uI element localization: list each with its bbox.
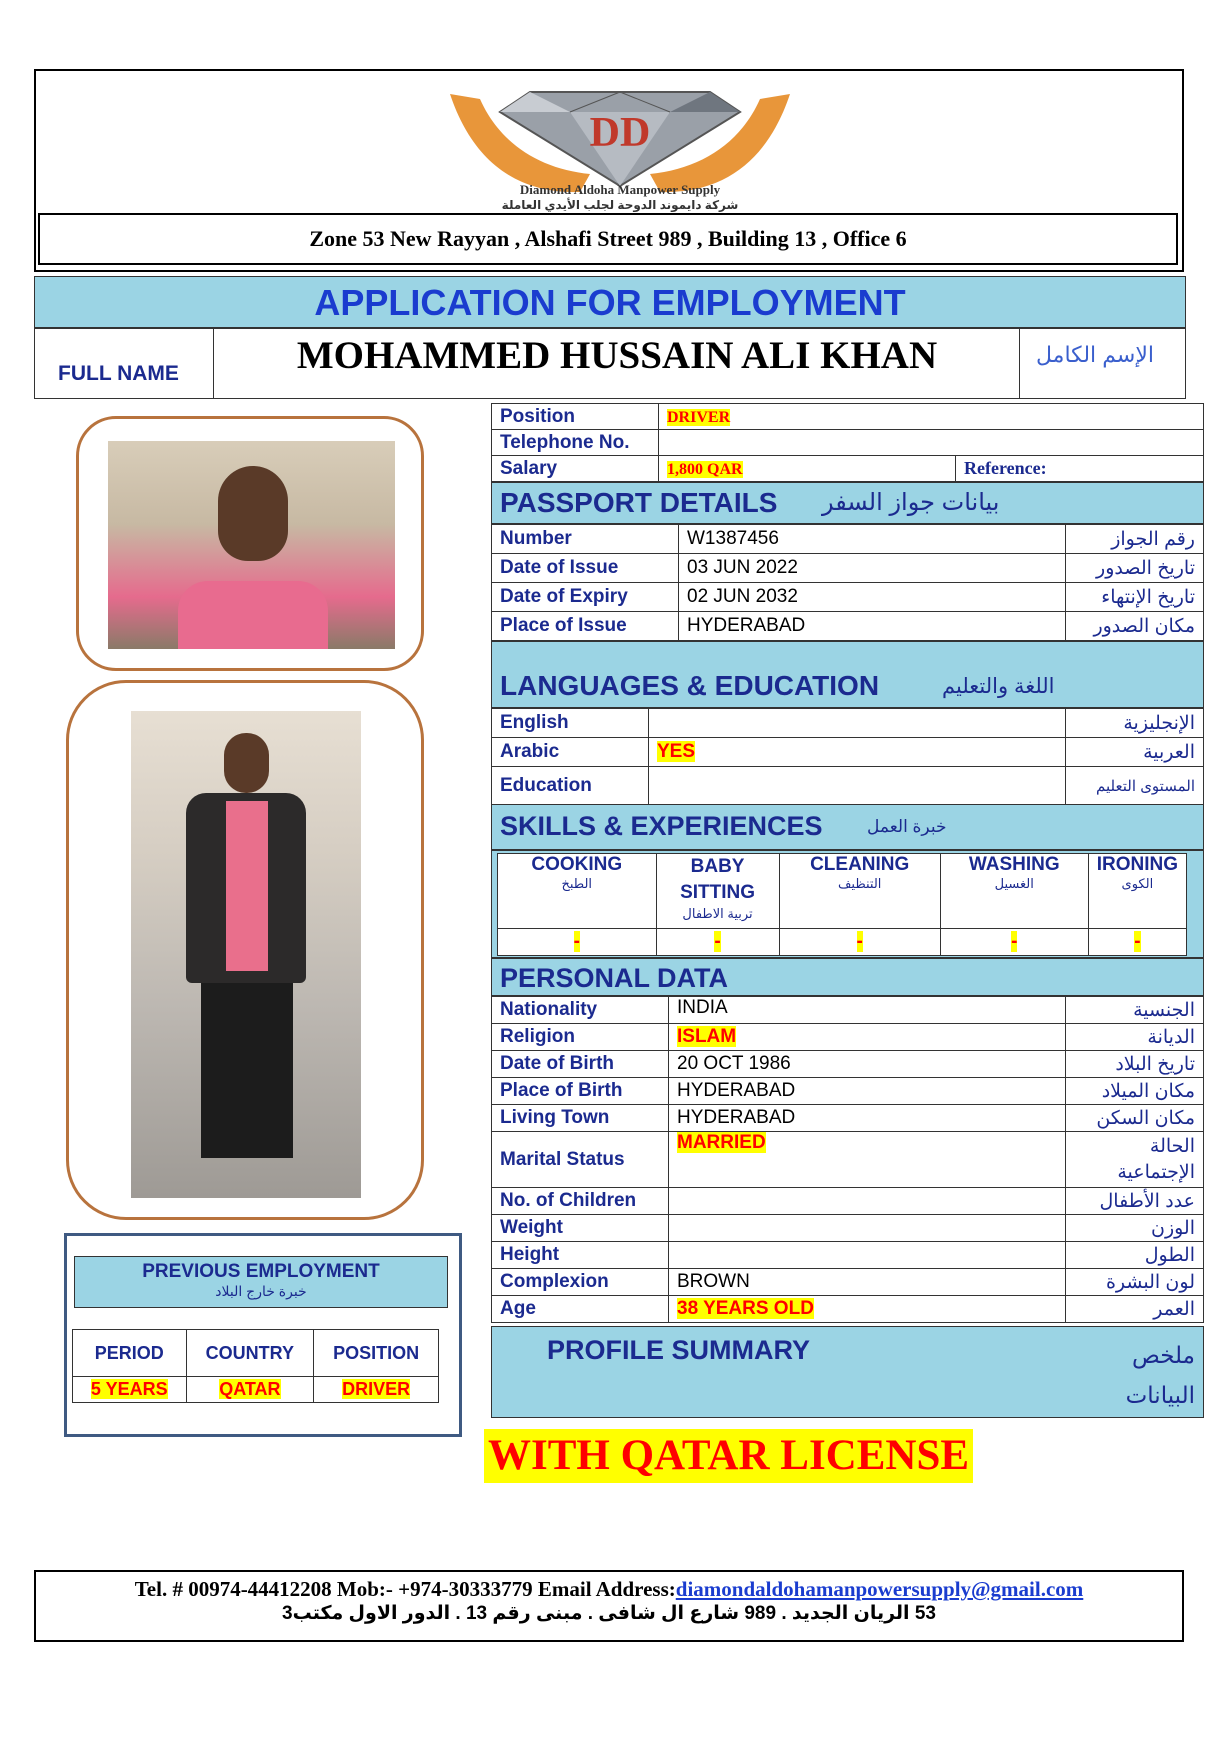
- skill-label-ar: الطبخ: [561, 876, 593, 891]
- body-shirt: [226, 801, 268, 971]
- personal-row-value: [669, 1188, 1066, 1215]
- profile-summary-heading-ar: ملخص البيانات: [1125, 1342, 1195, 1408]
- form-title: APPLICATION FOR EMPLOYMENT: [34, 276, 1186, 328]
- passport-row-value: HYDERABAD: [679, 612, 1066, 641]
- skills-table: [497, 853, 1187, 956]
- skill-value: -: [714, 931, 721, 952]
- language-row-value: YES: [657, 741, 696, 762]
- body-pants: [201, 983, 293, 1158]
- skill-label-ar: الكوى: [1121, 876, 1154, 891]
- passport-row-value: 02 JUN 2032: [679, 583, 1066, 612]
- skill-value-cell: [940, 929, 1088, 956]
- personal-heading: [491, 958, 1204, 996]
- personal-row-label-ar: الحالة الإجتماعية: [1066, 1132, 1204, 1188]
- prev-period: 5 YEARS: [90, 1379, 168, 1399]
- prev-period-cell: [73, 1377, 187, 1403]
- language-row-value: [649, 767, 1066, 805]
- personal-heading-en: PERSONAL DATA: [500, 963, 729, 993]
- passport-table: [491, 524, 1204, 641]
- license-note: WITH QATAR LICENSE: [484, 1429, 973, 1483]
- footer-address-ar: 53 الريان الجديد . 989 شارع ال شافى . مبنى رقم 13 . الدور الاول مكتب3: [282, 1603, 936, 1624]
- personal-row-label: No. of Children: [492, 1188, 669, 1215]
- passport-heading: [491, 482, 1204, 524]
- salary-value: 1,800 QAR: [667, 460, 743, 478]
- skill-cooking: [498, 854, 657, 929]
- language-row-label-ar: المستوى التعليم: [1066, 767, 1204, 805]
- passport-row: [492, 583, 1204, 612]
- personal-row: [492, 1269, 1204, 1296]
- personal-row-label-ar: مكان السكن: [1066, 1105, 1204, 1132]
- col-period: PERIOD: [73, 1330, 187, 1377]
- skills-heading-ar: خبرة العمل: [867, 817, 947, 836]
- previous-employment-header: [74, 1256, 448, 1308]
- personal-row: [492, 1132, 1204, 1188]
- languages-heading-ar: اللغة والتعليم: [942, 675, 1055, 698]
- personal-row: [492, 1024, 1204, 1051]
- passport-row-label: Date of Issue: [492, 554, 679, 583]
- personal-row-label-ar: الجنسية: [1066, 997, 1204, 1024]
- skill-value: -: [1134, 931, 1141, 952]
- personal-row-value: ISLAM: [677, 1026, 737, 1047]
- prev-position-cell: [314, 1377, 439, 1403]
- personal-row-label: Weight: [492, 1215, 669, 1242]
- personal-row-label: Complexion: [492, 1269, 669, 1296]
- skill-value-cell: [1088, 929, 1186, 956]
- personal-row-value-cell: [669, 1132, 1066, 1188]
- languages-heading-en: LANGUAGES & EDUCATION: [500, 670, 880, 701]
- personal-row-value: [669, 1242, 1066, 1269]
- previous-employment-title: PREVIOUS EMPLOYMENT: [142, 1261, 380, 1282]
- company-address: Zone 53 New Rayyan , Alshafi Street 989 , Building 13 , Office 6: [38, 213, 1178, 265]
- language-row-label-ar: الإنجليزية: [1066, 709, 1204, 738]
- personal-row-label: Marital Status: [492, 1132, 669, 1188]
- full-body-photo-frame: [66, 680, 424, 1220]
- personal-row: [492, 1215, 1204, 1242]
- position-label: Position: [492, 404, 659, 430]
- personal-row-label-ar: لون البشرة: [1066, 1269, 1204, 1296]
- personal-row-label: Nationality: [492, 997, 669, 1024]
- passport-row-label-ar: رقم الجواز: [1066, 525, 1204, 554]
- previous-employment-table: [72, 1329, 439, 1403]
- telephone-label: Telephone No.: [492, 430, 659, 456]
- personal-row: [492, 1242, 1204, 1269]
- personal-row-label-ar: تاريخ البلاد: [1066, 1051, 1204, 1078]
- job-info-table: [491, 403, 1204, 482]
- prev-country-cell: [186, 1377, 314, 1403]
- passport-heading-ar: بيانات جواز السفر: [822, 489, 1000, 516]
- skill-label-ar: تربية الاطفال: [682, 906, 753, 921]
- personal-row-label: Place of Birth: [492, 1078, 669, 1105]
- skill-cleaning: [779, 854, 940, 929]
- portrait-shirt: [178, 581, 328, 649]
- full-body-photo: [131, 711, 361, 1198]
- col-position: POSITION: [314, 1330, 439, 1377]
- skill-label: CLEANING: [810, 854, 910, 875]
- personal-row-value: [669, 1215, 1066, 1242]
- skill-value: -: [573, 931, 580, 952]
- passport-row: [492, 525, 1204, 554]
- personal-row-value: BROWN: [669, 1269, 1066, 1296]
- personal-row-label: Height: [492, 1242, 669, 1269]
- company-name-ar: شركة دايموند الدوحة لجلب الأيدي العاملة: [501, 198, 739, 212]
- languages-heading: [491, 641, 1204, 708]
- skill-label: BABY SITTING: [680, 856, 756, 903]
- personal-row-value-cell: [669, 1024, 1066, 1051]
- skill-label: COOKING: [531, 854, 623, 875]
- portrait-head: [218, 466, 288, 561]
- skill-washing: [940, 854, 1088, 929]
- skills-heading: [491, 804, 1204, 850]
- skills-heading-en: SKILLS & EXPERIENCES: [500, 811, 823, 841]
- passport-row-label: Number: [492, 525, 679, 554]
- skill-label: WASHING: [968, 854, 1060, 875]
- salary-cell: [659, 456, 956, 482]
- telephone-value: [659, 430, 1204, 456]
- personal-row-label: Religion: [492, 1024, 669, 1051]
- passport-row-label-ar: تاريخ الإنتهاء: [1066, 583, 1204, 612]
- portrait-photo-frame: [76, 416, 424, 671]
- skill-ironing: [1088, 854, 1186, 929]
- full-name-value: MOHAMMED HUSSAIN ALI KHAN: [296, 334, 938, 377]
- personal-row-label-ar: عدد الأطفال: [1066, 1188, 1204, 1215]
- position-value: DRIVER: [667, 408, 731, 426]
- skill-value-cell: [656, 929, 779, 956]
- personal-row-label-ar: مكان الميلاد: [1066, 1078, 1204, 1105]
- language-row-label-ar: العربية: [1066, 738, 1204, 767]
- passport-row-label-ar: تاريخ الصدور: [1066, 554, 1204, 583]
- personal-row-value: HYDERABAD: [669, 1078, 1066, 1105]
- personal-row-label-ar: الديانة: [1066, 1024, 1204, 1051]
- personal-row: [492, 997, 1204, 1024]
- passport-row: [492, 554, 1204, 583]
- personal-row-value: MARRIED: [677, 1132, 766, 1153]
- passport-row-value: 03 JUN 2022: [679, 554, 1066, 583]
- profile-summary: [491, 1326, 1204, 1418]
- personal-row-value: 20 OCT 1986: [669, 1051, 1066, 1078]
- col-country: COUNTRY: [186, 1330, 314, 1377]
- skill-value-cell: [779, 929, 940, 956]
- language-row-value-cell: [649, 738, 1066, 767]
- passport-row-value: W1387456: [679, 525, 1066, 554]
- company-name-en: Diamond Aldoha Manpower Supply: [519, 182, 721, 197]
- personal-row-label: Age: [492, 1296, 669, 1323]
- personal-row-label-ar: الطول: [1066, 1242, 1204, 1269]
- prev-country: QATAR: [219, 1379, 281, 1399]
- language-row-label: Arabic: [492, 738, 649, 767]
- personal-row: [492, 1078, 1204, 1105]
- personal-row-label-ar: الوزن: [1066, 1215, 1204, 1242]
- personal-row: [492, 1051, 1204, 1078]
- salary-label: Salary: [492, 456, 659, 482]
- skill-label-ar: التنظيف: [837, 876, 882, 891]
- personal-row-value: 38 YEARS OLD: [677, 1298, 814, 1319]
- body-head: [224, 733, 269, 793]
- portrait-photo: [108, 441, 395, 649]
- personal-row-value: INDIA: [669, 997, 1066, 1024]
- svg-text:DD: DD: [589, 110, 651, 156]
- language-row: [492, 738, 1204, 767]
- personal-row-label-ar: العمر: [1066, 1296, 1204, 1323]
- personal-row-label: Living Town: [492, 1105, 669, 1132]
- personal-row-value-cell: [669, 1296, 1066, 1323]
- languages-table: [491, 708, 1204, 805]
- full-name-label-ar: الإسم الكامل: [1036, 342, 1154, 367]
- language-row: [492, 767, 1204, 805]
- passport-row-label-ar: مكان الصدور: [1066, 612, 1204, 641]
- full-name-label: FULL NAME: [58, 362, 179, 385]
- passport-row-label: Place of Issue: [492, 612, 679, 641]
- personal-row-value: HYDERABAD: [669, 1105, 1066, 1132]
- passport-heading-en: PASSPORT DETAILS: [500, 487, 778, 518]
- prev-position: DRIVER: [342, 1379, 411, 1399]
- language-row-value: [649, 709, 1066, 738]
- personal-row: [492, 1296, 1204, 1323]
- skill-value: -: [856, 931, 863, 952]
- footer: [34, 1570, 1184, 1642]
- skill-label-ar: الغسيل: [994, 876, 1034, 891]
- skill-value: -: [1011, 931, 1018, 952]
- language-row-label: Education: [492, 767, 649, 805]
- footer-contact: Tel. # 00974-44412208 Mob:- +974-30333779 Email Address:: [134, 1577, 676, 1601]
- personal-row-label: Date of Birth: [492, 1051, 669, 1078]
- passport-row: [492, 612, 1204, 641]
- personal-row: [492, 1188, 1204, 1215]
- passport-row-label: Date of Expiry: [492, 583, 679, 612]
- profile-summary-heading: PROFILE SUMMARY: [547, 1335, 810, 1365]
- footer-email-link[interactable]: diamondaldohamanpowersupply@gmail.com: [675, 1577, 1084, 1601]
- skill-label: IRONING: [1096, 854, 1178, 875]
- language-row: [492, 709, 1204, 738]
- skill-baby-sitting: [656, 854, 779, 929]
- skill-value-cell: [498, 929, 657, 956]
- previous-employment-title-ar: خبرة خارج البلاد: [215, 1283, 307, 1299]
- language-row-label: English: [492, 709, 649, 738]
- personal-table: [491, 996, 1204, 1323]
- personal-row: [492, 1105, 1204, 1132]
- reference-label: Reference:: [956, 456, 1204, 482]
- position-cell: [659, 404, 1204, 430]
